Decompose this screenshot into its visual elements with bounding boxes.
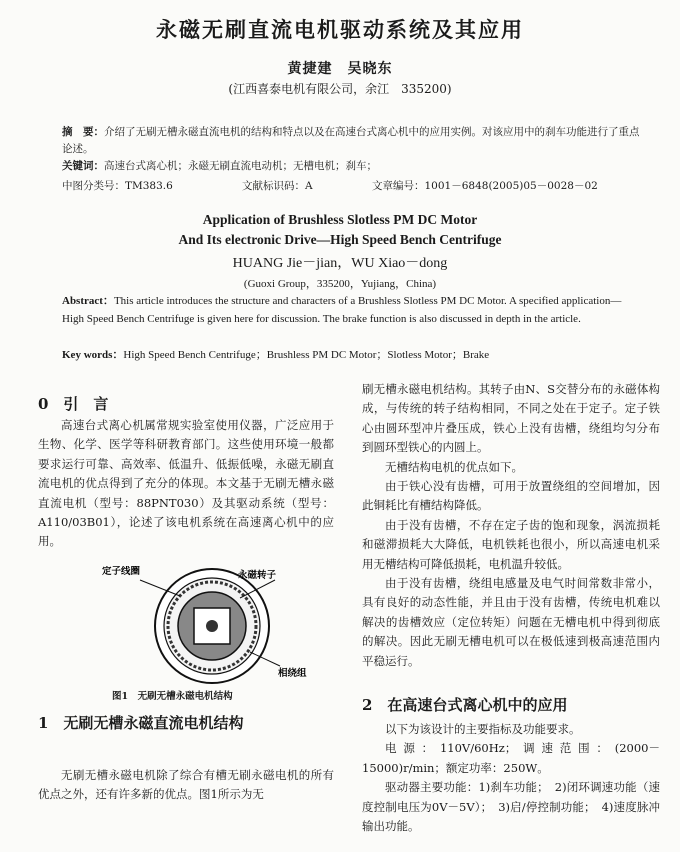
figure-1-caption: 图1 无刷无槽永磁电机结构 bbox=[112, 691, 233, 702]
english-title-line2: And Its electronic Drive—High Speed Bench Centrifuge bbox=[178, 232, 502, 247]
paper-title: 永磁无刷直流电机驱动系统及其应用 bbox=[156, 17, 524, 42]
label-stator-coil: 定子线圈 bbox=[102, 566, 141, 577]
section-1-title: 1 无刷无槽永磁直流电机结构 bbox=[38, 714, 244, 732]
english-title-line1: Application of Brushless Slotless PM DC Motor bbox=[202, 212, 478, 227]
english-affiliation: (Guoxi Group，335200，Yujiang，China) bbox=[243, 278, 437, 290]
right-paragraph-5: 由于没有齿槽，绕组电感量及电气时间常数非常小，具有良好的动态性能，并且由于没有齿槽，传统电机难以解决的齿槽效应（定位转矩）问题在无槽电机中得到彻底的解决。因此无刷无槽电机可以在极低速到极高速范围内平稳运行。 bbox=[362, 576, 660, 668]
abstract-cn bbox=[62, 124, 642, 158]
label-pm-rotor: 永磁转子 bbox=[238, 570, 277, 581]
abstract-cn-text: 介绍了无刷无槽永磁直流电机的结构和特点以及在高速台式离心机中的应用实例。对该应用中的刹车功能进行了重点论述。 bbox=[62, 126, 640, 155]
section-0-paragraph: 高速台式离心机属常规实验室使用仪器，广泛应用于生物、化学、医学等科研教育部门。这些使用环境一般都要求运行可靠、高效率、低温升、低振低噪，永磁无刷直流电机的优点得到了充分的体现。本文基于无刷无槽永磁直流电机（型号：88PNT030）及其驱动系统（型号：A110/03B01），论述了该电机系统在高速离心机中的应用。 bbox=[38, 418, 334, 549]
affiliation: (江西喜泰电机有限公司，余江 335200) bbox=[228, 82, 452, 96]
right-paragraph-3: 由于铁心没有齿槽，可用于放置绕组的空间增加，因此铜耗比有槽结构降低。 bbox=[362, 479, 660, 513]
english-abstract-text: This article introduces the structure and characters of a Brushless Slotless PM DC Motor. A specified application—High Speed Bench Centrifuge is given here for discussion. The brake function is also discussed in depth in the article. bbox=[62, 295, 622, 325]
section-2-title: 2 在高速台式离心机中的应用 bbox=[362, 696, 568, 714]
motor-diagram bbox=[140, 569, 280, 683]
section-2-paragraph-2: 电源：110V/60Hz；调速范围：(2000－15000)r/min；额定功率：250W。 bbox=[362, 741, 660, 775]
keywords-cn-text: 高速台式离心机；永磁无刷直流电动机；无槽电机；刹车； bbox=[104, 160, 377, 172]
english-abstract-label: Abstract： bbox=[62, 295, 114, 307]
label-winding: 相绕组 bbox=[278, 668, 307, 679]
english-abstract bbox=[62, 292, 642, 328]
section-2-paragraph-1: 以下为该设计的主要指标及功能要求。 bbox=[385, 722, 581, 736]
right-paragraph-1: 刷无槽永磁电机结构。其转子由N、S交替分布的永磁体构成，与传统的转子结构相同，不同之处在于定子。定子铁心由圆环型冲片叠压成，铁心上没有齿槽，绕组均匀分布到圆环型铁心的内圆上。 bbox=[362, 382, 660, 455]
english-keywords bbox=[62, 346, 642, 362]
english-keywords-text: High Speed Bench Centrifuge；Brushless PM DC Motor；Slotless Motor；Brake bbox=[123, 349, 490, 361]
section-2-body bbox=[362, 720, 660, 836]
english-keywords-label: Key words： bbox=[62, 349, 124, 361]
rotor-shaft bbox=[206, 620, 218, 632]
right-column-body bbox=[362, 380, 660, 671]
right-paragraph-4: 由于没有齿槽，不存在定子齿的饱和现象，涡流损耗和磁滞损耗大大降低，电机铁耗也很小，所以高速电机采用无槽结构可降低损耗，电机温升较低。 bbox=[362, 517, 660, 571]
abstract-cn-label: 摘 要： bbox=[62, 126, 104, 138]
article-number: 文章编号：1001－6848(2005)05－0028－02 bbox=[372, 180, 598, 192]
section-0-body bbox=[38, 416, 334, 552]
figure-1-motor-cross-section bbox=[100, 566, 330, 684]
section-1-body bbox=[38, 766, 334, 805]
classification-line bbox=[62, 178, 652, 193]
section-2-paragraph-3: 驱动器主要功能：1)刹车功能； 2)闭环调速功能（速度控制电压为0V－5V）； 3)启/停控制功能； 4)速度脉冲输出功能。 bbox=[362, 780, 660, 834]
doc-code: 文献标识码：A bbox=[242, 180, 313, 192]
keywords-cn bbox=[62, 158, 642, 173]
authors: 黄捷建 吴晓东 bbox=[287, 61, 393, 77]
clc-number: 中图分类号：TM383.6 bbox=[62, 180, 173, 192]
section-1-paragraph: 无刷无槽永磁电机除了综合有槽无刷永磁电机的所有优点之外，还有许多新的优点。图1所示为无 bbox=[38, 768, 334, 802]
right-paragraph-2: 无槽结构电机的优点如下。 bbox=[385, 459, 523, 474]
keywords-cn-label: 关键词： bbox=[62, 160, 104, 172]
section-0-title: 0 引 言 bbox=[38, 395, 109, 413]
english-authors: HUANG Jie－jian，WU Xiao－dong bbox=[232, 256, 448, 271]
